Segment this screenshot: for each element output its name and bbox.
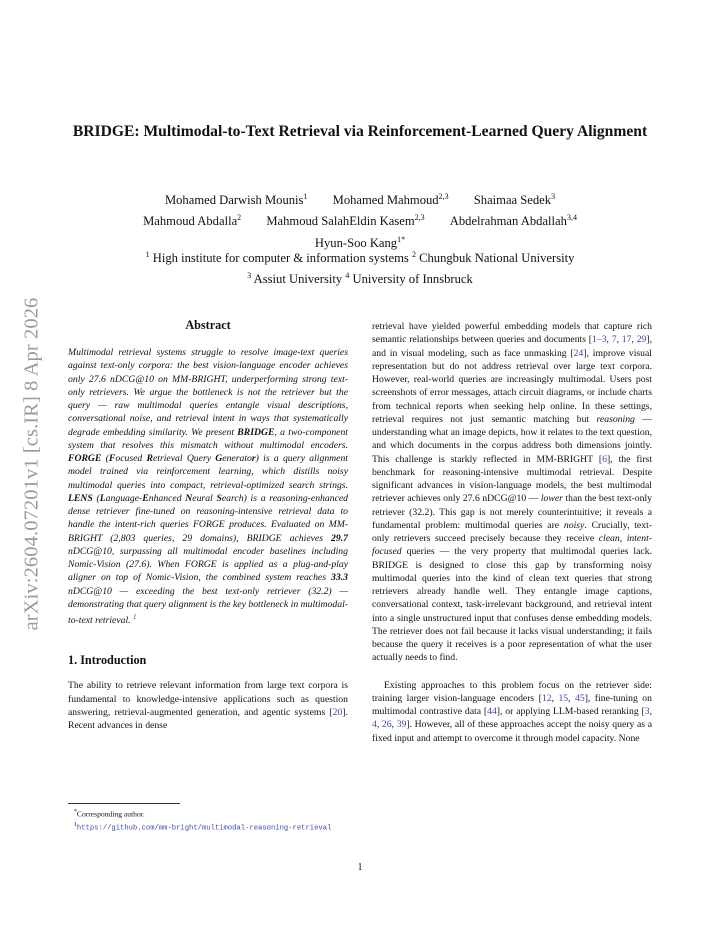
intro-paragraph: The ability to retrieve relevant information from large text corpora is fundamental to knowledge-intensive applications such as question answering, retrieval-augmented generation, and agentic systems [20]. Recent advances in dense: [68, 680, 348, 732]
abstract-text: Multimodal retrieval systems struggle to resolve image-text queries against text-only corpora: the best vision-language encoder achieves only 27.6 nDCG@10 on MM-BRIGHT, underperforming strong text-only retrievers. We argue the bottleneck is not the retriever but the query — raw multimodal queries entangle visual descriptions, conversational noise, and retrieval intent in ways that systematically degrade embedding similarity. We present BRIDGE, a two-component system that resolves this mismatch without multimodal encoders. FORGE (Focused Retrieval Query Generator) is a query alignment model trained via reinforcement learning, which distills noisy multimodal queries into compact, retrieval-optimized search strings. LENS (Language-Enhanced Neural Search) is a reasoning-enhanced dense retriever fine-tuned on reasoning-intensive retrieval data to handle the intent-rich queries FORGE produces. Evaluated on MM-BRIGHT (2,803 queries, 29 domains), BRIDGE achieves 29.7 nDCG@10, surpassing all multimodal encoder baselines including Nomic-Vision (27.6). When FORGE is applied as a plug-and-play aligner on top of Nomic-Vision, the combined system reaches 33.3 nDCG@10 — exceeding the best text-only retriever (32.2) — demonstrating that query alignment is the key bottleneck in multimodal-to-text retrieval. $^1$: [68, 347, 349, 627]
citation-link[interactable]: 15: [558, 692, 569, 704]
citation-link[interactable]: 6: [602, 453, 607, 465]
citation-link[interactable]: 39: [396, 719, 407, 731]
intro-paragraph: retrieval have yielded powerful embedding models that capture rich semantic relationships between queries and documents [1–3, 7, 17, 29], and in visual modeling, such as face unmasking [24], improve visual representation but do not address retrieval over large text corpora. However, real-world queries are increasingly multimodal. Users post screenshots of error messages, attach circuit diagrams, or include charts from technical reports when seeking help online. In these settings, retrieval requires not just semantic matching but reasoning — understanding what an image depicts, how it relates to the text question, and which documents in the corpus address both dimensions jointly. This challenge is starkly reflected in MM-BRIGHT [6], the first benchmark for reasoning-intensive multimodal retrieval. Despite significant advances in vision-language models, the best multimodal retriever achieves only 27.6 nDCG@10 — lower than the best text-only retriever (32.2). This gap is not merely counterintuitive; it reveals a fundamental problem: multimodal queries are noisy. Crucially, text-only retrievers succeed precisely because they receive clean, intent-focused queries — the very property that multimodal queries lack. BRIDGE is designed to close this gap by transforming noisy multimodal queries into the kind of clean text queries that strong retrievers already handle well. They entangle image captions, conversational context, task-irrelevant background, and retrieval intent into a single unstructured input that confuses dense embedding models. The retriever does not fail because it lacks visual understanding; it fails because the query it receives is a poor representation of what the user actually needs to find.: [372, 321, 653, 664]
page-number: 1: [357, 862, 363, 873]
citation-link[interactable]: 3: [644, 706, 650, 717]
citation-link[interactable]: 24: [573, 347, 584, 359]
citation-link[interactable]: 12: [541, 692, 552, 704]
left-column: [68, 318, 348, 732]
citation-link[interactable]: 7: [611, 334, 617, 346]
citation-link[interactable]: 26: [381, 719, 392, 731]
author: Mohamed Darwish Mounis$^1$: [164, 192, 308, 208]
affiliations: [70, 246, 650, 288]
citation-link[interactable]: 29: [636, 334, 647, 346]
abstract-heading: Abstract: [185, 318, 231, 332]
author: Mahmoud SalahEldin Kasem$^{2,3}$: [266, 213, 425, 229]
footnote-corresponding: *Corresponding author.: [73, 808, 145, 819]
citation-link[interactable]: 17: [621, 334, 632, 346]
citation-link[interactable]: 45: [575, 692, 585, 704]
citation-link[interactable]: 4: [372, 719, 377, 731]
arxiv-stamp: [12, 268, 52, 660]
citation-link[interactable]: 20: [332, 706, 343, 718]
footnote-link[interactable]: 1: [133, 613, 137, 621]
citation-link[interactable]: 1–3: [592, 334, 607, 346]
author: Mohamed Mahmoud$^{2,3}$: [332, 192, 449, 208]
author-row: [70, 209, 650, 230]
author: Abdelrahman Abdallah$^{3,4}$: [449, 213, 577, 229]
author: Hyun-Soo Kang$^{1*}$: [314, 234, 406, 250]
affiliation-line: $^1$ High institute for computer & information systems $^2$ Chungbuk National University: [145, 250, 575, 266]
author-list: [70, 188, 650, 252]
author: Mahmoud Abdalla$^2$: [143, 213, 242, 229]
citation-link[interactable]: 44: [487, 706, 497, 717]
right-column: [372, 320, 652, 745]
intro-paragraph: Existing approaches to this problem focus on the retriever side: training larger vision-language encoders [12, 15, 45], fine-tuning on multimodal contrastive data [44], or applying LLM-based reranking [3, 4, 26, 39]. However, all of these approaches accept the noisy query as a fixed input and attempt to overcome it through model capacity. None: [372, 679, 652, 744]
footnote-rule: [68, 803, 180, 804]
author-row: [70, 188, 650, 209]
section-heading-introduction: 1. Introduction: [68, 653, 147, 668]
paper-title: BRIDGE: Multimodal-to-Text Retrieval via Reinforcement-Learned Query Alignment: [72, 123, 648, 140]
arxiv-id-text: arXiv:2604.07201v1 [cs.IR] 8 Apr 2026: [20, 297, 43, 631]
repository-link[interactable]: https://github.com/mm-bright/multimodal-reasoning-retrieval: [76, 824, 332, 833]
footnotes: [68, 803, 348, 833]
author: Shaimaa Sedek$^3$: [473, 192, 556, 208]
footnote-url: $^1$https://github.com/mm-bright/multimodal-reasoning-retrieval: [73, 820, 332, 833]
affiliation-line: $^3$ Assiut University $^4$ University of Innsbruck: [247, 271, 473, 287]
